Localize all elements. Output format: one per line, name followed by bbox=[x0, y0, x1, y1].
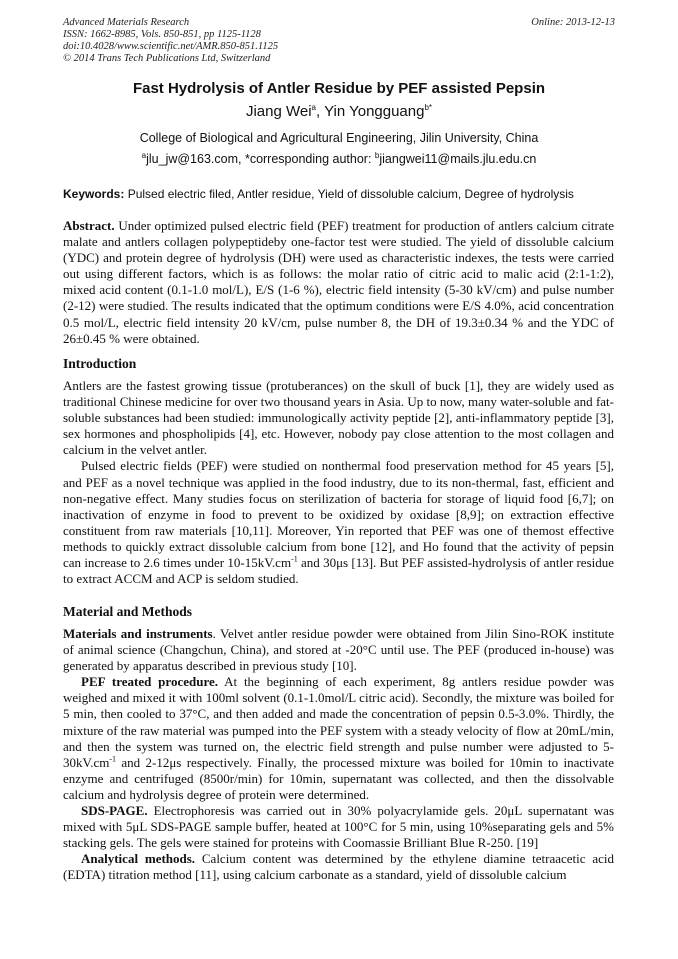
author-2-mark: b* bbox=[424, 103, 433, 112]
analytical-text: Calcium content was determined by the ethylene diamine tetraacetic acid (EDTA) titration method [11], using calcium carbonate as a standard, yield of dissoluble calcium bbox=[63, 851, 615, 883]
sds-label: SDS-PAGE. bbox=[81, 803, 148, 819]
online-date: Online: 2013-12-13 bbox=[531, 17, 615, 28]
email-b-mark: b bbox=[374, 150, 380, 160]
author-1-mark: a bbox=[311, 103, 316, 112]
abstract-text: Under optimized pulsed electric field (PEF) treatment for production of antlers calcium citrate malate and antlers collagen polypeptideby one-factor test were studied. The yield of dissoluble calcium (YDC) and protein degree of hydrolysis (DH) were used as characteristic indexes, the tests were carried out using different factors, which is as follows: the molar ratio of citric acid to malic acid (2:1-1:2), mixed acid content (0.1-1.0 mol/L), E/S (1-6 %), electric field intensity (5-30 kV/cm) and pulse number (2-12) were studied. The results indicated that the optimum conditions were E/S 4.0%, acid concentration 0.5 mol/L, electric field intensity 20 kV/cm, pulse number 8, the DH of 19.3±0.34 % and the YDC of 26±0.45 % were obtained. bbox=[63, 218, 614, 346]
intro-p2-text-b: and 30μs [13]. But PEF assisted-hydrolysis of antler residue to extract ACCM and ACP is seldom studied. bbox=[63, 555, 615, 587]
keywords-label: Keywords: bbox=[63, 187, 125, 201]
issn-line: ISSN: 1662-8985, Vols. 850-851, pp 1125-1128 bbox=[63, 29, 261, 40]
introduction-body bbox=[63, 378, 614, 587]
pef-text-a: At the beginning of each experiment, 8g antlers residue powder was weighed and mixed it with 100ml solvent (0.1-1.0mol/L citric acid). Secondly, the mixture was boiled for 5 min, then cooled to 37°C, and then added and made the concentration of pepsin 0.5-3.0%. Thirdly, the mixture of the raw material was pumped into the PEF system with a steady velocity of flow at 20mL/min, and then the system was turned on, the electric field strength and pulse number were adjusted to 5-30kV.cm bbox=[63, 674, 615, 770]
section-heading-methods: Material and Methods bbox=[63, 604, 192, 619]
methods-body bbox=[63, 626, 614, 884]
doi-line[interactable]: doi:10.4028/www.scientific.net/AMR.850-851.1125 bbox=[63, 41, 279, 52]
section-heading-introduction: Introduction bbox=[63, 356, 137, 371]
author-separator: , bbox=[316, 103, 325, 120]
author-2: Yin Yongguang bbox=[324, 103, 425, 120]
paper-title: Fast Hydrolysis of Antler Residue by PEF assisted Pepsin bbox=[132, 80, 546, 97]
journal-name: Advanced Materials Research bbox=[63, 17, 190, 28]
pef-paragraph bbox=[63, 674, 614, 803]
email-b[interactable]: jiangwei11@mails.jlu.edu.cn bbox=[379, 152, 537, 166]
materials-label: Materials and instruments bbox=[63, 626, 213, 641]
intro-paragraph-2 bbox=[63, 458, 614, 587]
intro-paragraph-1: Antlers are the fastest growing tissue (protuberances) on the skull of buck [1], they are widely used as traditional Chinese medicine for over two thousand years in Asia. Up to now, many water-soluble and fat-soluble substances had been studied: immunologically activity peptide [2], anti-inflammatory peptide [3], sex hormones and phospholipids [4], etc. However, nobody pay close attention to the most collagen and calcium in the velvet antler. bbox=[63, 378, 614, 458]
sds-text: Electrophoresis was carried out in 30% polyacrylamide gels. 20μL supernatant was mixed with 5μL SDS-PAGE sample buffer, heated at 100°C for 5 min, using 10%separating gels and 5% stacking gels. The gels were stained for proteins with Coomassie Brilliant Blue R-250. [19] bbox=[63, 803, 614, 851]
pef-text-b: and 2-12μs respectively. Finally, the processed mixture was boiled for 10min to inactivate enzyme and centrifuged (8500r/min) for 10min, supernatant was collected, and then the dissolvable calcium and hydrolysis degree of protein were determined. bbox=[63, 754, 614, 802]
email-a[interactable]: jlu_jw@163.com, *corresponding author: bbox=[146, 152, 375, 166]
author-list bbox=[0, 103, 678, 120]
analytical-paragraph bbox=[63, 851, 614, 883]
keywords-text: Pulsed electric filed, Antler residue, Yield of dissoluble calcium, Degree of hydrolysis bbox=[124, 187, 574, 201]
keywords bbox=[63, 187, 623, 201]
journal-header bbox=[63, 17, 278, 65]
sds-paragraph bbox=[63, 803, 614, 851]
abstract-label: Abstract. bbox=[63, 218, 115, 233]
intro-p2-text-a: Pulsed electric fields (PEF) were studied on nonthermal food preservation method for 45 years [5], and PEF as a novel technique was applied in the food industry, due to its non-thermal, fast, efficient and non-negative effect. Many studies focus on sterilization of bacteria for storage of liquid food [6,7]; on inactivation of enzyme in food to prevent to be oxidized by oxidase [8,9]; on extraction effective constituent from raw materials [10,11]. Moreover, Yin reported that PEF was one of themost effective methods to quickly extract dissoluble calcium from bone [12], and Ho found that the activity of pepsin can increase to 2.6 times under 10-15kV.cm bbox=[63, 458, 614, 571]
pef-label: PEF treated procedure. bbox=[81, 674, 219, 690]
contact-emails bbox=[0, 152, 678, 166]
email-a-mark: a bbox=[141, 150, 147, 160]
intro-p2-sup: -1 bbox=[291, 554, 298, 564]
materials-text: . Velvet antler residue powder were obtained from Jilin Sino-ROK institute of animal science (Changchun, China), and stored at -20°C until use. The PEF (produced in-house) was generated by apparatus described in previous study [10]. bbox=[63, 626, 614, 674]
analytical-label: Analytical methods. bbox=[81, 851, 196, 867]
abstract bbox=[63, 218, 614, 347]
copyright-line: © 2014 Trans Tech Publications Ltd, Switzerland bbox=[63, 53, 271, 64]
affiliation: College of Biological and Agricultural Engineering, Jilin University, China bbox=[139, 131, 539, 145]
author-1: Jiang Wei bbox=[245, 103, 312, 120]
materials-paragraph bbox=[63, 626, 614, 674]
pef-sup: -1 bbox=[109, 754, 117, 764]
